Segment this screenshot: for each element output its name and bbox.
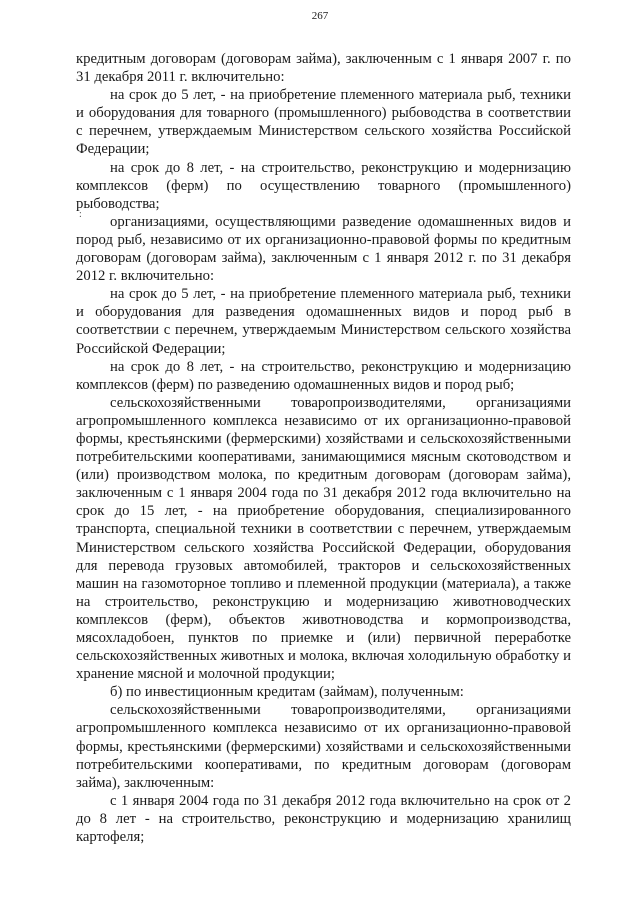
document-body — [76, 50, 571, 846]
paragraph-6: на срок до 8 лет, - на строительство, реконструкцию и модернизацию комплексов (ферм) по разведению одомашненных видов и пород рыб; — [76, 358, 571, 393]
paragraph-3: на срок до 8 лет, - на строительство, реконструкцию и модернизацию комплексов (ферм) по осуществлению товарного (промышленного) рыбоводства; — [76, 159, 571, 212]
margin-mark: : — [79, 209, 82, 220]
paragraph-8: б) по инвестиционным кредитам (займам), полученным: — [110, 684, 464, 701]
paragraph-2: на срок до 5 лет, - на приобретение племенного материала рыб, техники и оборудования для товарного (промышленного) рыбоводства в соответствии с перечнем, утверждаемым Министерством сельского хозяйства Российской Федерации; — [76, 87, 571, 158]
paragraph-9: сельскохозяйственными товаропроизводителями, организациями агропромышленного комплекса независимо от их организационно-правовой формы, крестьянскими (фермерскими) хозяйствами и сельскохозяйственными потребительскими кооперативами, по кредитным договорам (договорам займа), заключенным: — [76, 702, 571, 791]
paragraph-10: с 1 января 2004 года по 31 декабря 2012 года включительно на срок от 2 до 8 лет - на строительство, реконструкцию и модернизацию хранилищ картофеля; — [76, 792, 571, 846]
paragraph-4: организациями, осуществляющими разведение одомашненных видов и пород рыб, независимо от их организационно-правовой формы по кредитным договорам (договорам займа), заключенным с 1 января 2012 г. по 31 декабря 2012 г. включительно: — [76, 213, 571, 285]
paragraph-7: сельскохозяйственными товаропроизводителями, организациями агропромышленного комплекса независимо от их организационно-правовой формы, крестьянскими (фермерскими) хозяйствами и сельскохозяйственными потребительскими кооперативами, занимающимися мясным скотоводством и (или) производством молока, по кредитным договорам (договорам займа), заключенным с 1 января 2004 года по 31 декабря 2012 года включительно на срок до 15 лет, - на приобретение оборудования, специализированного транспорта, специальной техники в соответствии с перечнем, утверждаемым Министерством сельского хозяйства Российской Федерации, оборудования для перевода грузовых автомобилей, тракторов и сельскохозяйственных машин на газомоторное топливо и племенной продукции (материала), а также на строительство, реконструкцию и модернизацию животноводческих комплексов (ферм), объектов животноводства и кормопроизводства, мясохладобоен, пунктов по приемке и (или) первичной переработке сельскохозяйственных животных и молока, включая холодильную обработку и хранение мясной и молочной продукции; — [76, 394, 571, 683]
page-number: 267 — [311, 10, 329, 22]
paragraph-5: на срок до 5 лет, - на приобретение племенного материала рыб, техники и оборудования для разведения одомашненных видов и пород рыб в соответствии с перечнем, утверждаемым Министерством сельского хозяйства Российской Федерации; — [76, 286, 571, 357]
paragraph-1: кредитным договорам (договорам займа), заключенным с 1 января 2007 г. по 31 декабря 2011 г. включительно: — [76, 51, 571, 86]
